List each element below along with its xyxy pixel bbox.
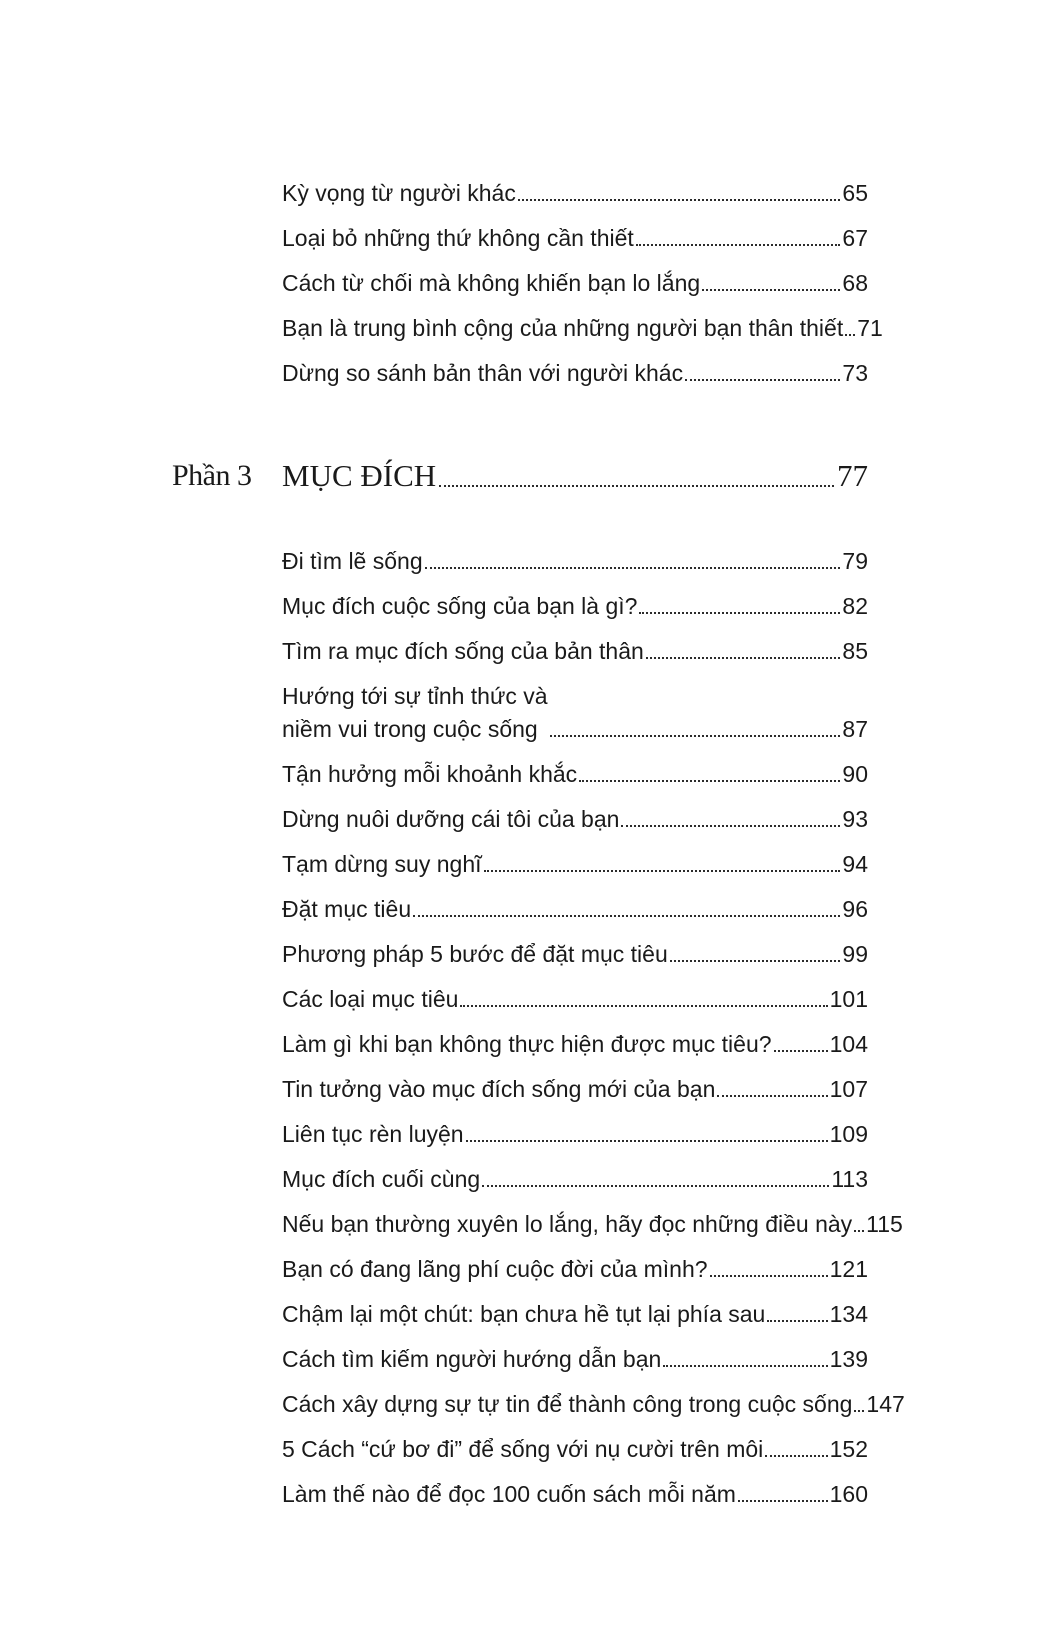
toc-entry-title: Mục đích cuộc sống của bạn là gì? bbox=[282, 593, 638, 619]
toc-entry-page: 71 bbox=[857, 315, 883, 341]
toc-entry bbox=[282, 591, 868, 621]
toc-entry-page: 115 bbox=[866, 1211, 903, 1237]
dot-leader bbox=[550, 735, 841, 737]
part-page-number: 77 bbox=[837, 458, 868, 493]
toc-entry-page: 87 bbox=[842, 716, 868, 742]
toc-entry-title: Mục đích cuối cùng bbox=[282, 1166, 481, 1192]
dot-leader bbox=[738, 1500, 828, 1502]
toc-entry bbox=[282, 1344, 868, 1374]
dot-leader bbox=[425, 567, 841, 569]
toc-entry-title: Tạm dừng suy nghĩ bbox=[282, 851, 482, 877]
dot-leader bbox=[717, 1095, 827, 1097]
toc-entry-page: 90 bbox=[842, 761, 868, 787]
toc-entry bbox=[282, 1389, 905, 1419]
dot-leader bbox=[439, 485, 834, 487]
toc-entry bbox=[282, 223, 868, 253]
toc-entry-title: Nếu bạn thường xuyên lo lắng, hãy đọc những điều này bbox=[282, 1211, 853, 1237]
toc-entry bbox=[282, 1434, 868, 1464]
toc-entry-title-line: niềm vui trong cuộc sống bbox=[282, 716, 538, 742]
toc-entry bbox=[282, 1119, 868, 1149]
toc-entry-title: Bạn có đang lãng phí cuộc đời của mình? bbox=[282, 1256, 708, 1282]
dot-leader bbox=[710, 1275, 828, 1277]
toc-entry bbox=[282, 313, 883, 343]
toc-entry-title: Cách từ chối mà không khiến bạn lo lắng bbox=[282, 270, 701, 296]
toc-entry-page: 134 bbox=[829, 1301, 868, 1327]
dot-leader bbox=[702, 289, 840, 291]
toc-entry-page: 139 bbox=[829, 1346, 868, 1372]
dot-leader bbox=[621, 825, 840, 827]
toc-entry bbox=[282, 984, 868, 1014]
toc-entry bbox=[282, 636, 868, 666]
toc-entry bbox=[282, 1209, 903, 1239]
toc-entry bbox=[282, 759, 868, 789]
toc-top-section bbox=[282, 178, 883, 403]
dot-leader bbox=[854, 1410, 864, 1412]
toc-entry-page: 85 bbox=[842, 638, 868, 664]
toc-entry-page: 109 bbox=[829, 1121, 868, 1147]
toc-entry-title: Cách xây dựng sự tự tin để thành công trong cuộc sống bbox=[282, 1391, 853, 1417]
dot-leader bbox=[466, 1140, 828, 1142]
toc-entry-page: 67 bbox=[842, 225, 868, 251]
toc-entry-page: 107 bbox=[829, 1076, 868, 1102]
dot-leader bbox=[482, 1185, 829, 1187]
dot-leader bbox=[845, 334, 855, 336]
toc-entry bbox=[282, 1029, 868, 1059]
toc-entry-page: 99 bbox=[842, 941, 868, 967]
toc-entry-page: 101 bbox=[829, 986, 868, 1012]
toc-entry-title: Chậm lại một chút: bạn chưa hề tụt lại phía sau bbox=[282, 1301, 766, 1327]
toc-entry-page: 96 bbox=[842, 896, 868, 922]
dot-leader bbox=[774, 1050, 828, 1052]
toc-entry-title: Cách tìm kiếm người hướng dẫn bạn bbox=[282, 1346, 662, 1372]
dot-leader bbox=[636, 244, 841, 246]
dot-leader bbox=[663, 1365, 827, 1367]
toc-entry bbox=[282, 178, 868, 208]
toc-entry bbox=[282, 1299, 868, 1329]
toc-entry-page: 68 bbox=[842, 270, 868, 296]
toc-entry-page: 147 bbox=[866, 1391, 905, 1417]
toc-entry bbox=[282, 1254, 868, 1284]
dot-leader bbox=[646, 657, 841, 659]
toc-entry-title: 5 Cách “cứ bơ đi” để sống với nụ cười trên môi bbox=[282, 1436, 764, 1462]
toc-entry-title: Đi tìm lẽ sống bbox=[282, 548, 423, 574]
toc-entry bbox=[282, 681, 868, 744]
toc-entry-title: Đặt mục tiêu bbox=[282, 896, 412, 922]
dot-leader bbox=[460, 1005, 827, 1007]
part-label: Phần 3 bbox=[172, 459, 252, 492]
toc-entry bbox=[282, 1164, 868, 1194]
part-title: MỤC ĐÍCH bbox=[282, 458, 437, 493]
toc-entry-page: 94 bbox=[842, 851, 868, 877]
toc-entry bbox=[282, 546, 868, 576]
dot-leader bbox=[670, 960, 841, 962]
toc-entry-page: 121 bbox=[829, 1256, 868, 1282]
dot-leader bbox=[685, 379, 840, 381]
toc-entry bbox=[282, 1479, 868, 1509]
toc-entry-page: 65 bbox=[842, 180, 868, 206]
toc-entry-title bbox=[282, 681, 548, 744]
toc-entry bbox=[282, 268, 868, 298]
toc-entry-page: 79 bbox=[842, 548, 868, 574]
toc-entry-page: 104 bbox=[829, 1031, 868, 1057]
toc-entry bbox=[282, 849, 868, 879]
toc-entry-title: Liên tục rèn luyện bbox=[282, 1121, 464, 1147]
toc-entry-title: Các loại mục tiêu bbox=[282, 986, 459, 1012]
toc-entry-title: Phương pháp 5 bước để đặt mục tiêu bbox=[282, 941, 668, 967]
toc-entry-title: Làm thế nào để đọc 100 cuốn sách mỗi năm bbox=[282, 1481, 736, 1507]
dot-leader bbox=[767, 1320, 827, 1322]
toc-entry-title: Làm gì khi bạn không thực hiện được mục tiêu? bbox=[282, 1031, 772, 1057]
toc-entry-page: 152 bbox=[829, 1436, 868, 1462]
toc-entry-page: 82 bbox=[842, 593, 868, 619]
toc-entry bbox=[282, 1074, 868, 1104]
toc-part3-section bbox=[282, 546, 905, 1524]
dot-leader bbox=[854, 1230, 864, 1232]
toc-entry-title: Tin tưởng vào mục đích sống mới của bạn bbox=[282, 1076, 716, 1102]
toc-entry-page: 93 bbox=[842, 806, 868, 832]
toc-entry-title: Kỳ vọng từ người khác bbox=[282, 180, 516, 206]
dot-leader bbox=[639, 612, 840, 614]
dot-leader bbox=[413, 915, 840, 917]
toc-entry-title: Loại bỏ những thứ không cần thiết bbox=[282, 225, 634, 251]
toc-entry bbox=[282, 939, 868, 969]
dot-leader bbox=[484, 870, 841, 872]
toc-entry bbox=[282, 894, 868, 924]
toc-entry-page: 73 bbox=[842, 360, 868, 386]
dot-leader bbox=[765, 1455, 827, 1457]
part-heading bbox=[172, 450, 868, 496]
toc-entry-title: Dừng so sánh bản thân với người khác bbox=[282, 360, 684, 386]
toc-entry-title: Tận hưởng mỗi khoảnh khắc bbox=[282, 761, 578, 787]
toc-entry bbox=[282, 804, 868, 834]
toc-entry-page: 113 bbox=[831, 1166, 868, 1192]
toc-entry bbox=[282, 358, 868, 388]
toc-entry-page: 160 bbox=[829, 1481, 868, 1507]
toc-entry-title-line: Hướng tới sự tỉnh thức và bbox=[282, 683, 548, 709]
dot-leader bbox=[579, 780, 840, 782]
toc-entry-title: Bạn là trung bình cộng của những người bạn thân thiết bbox=[282, 315, 844, 341]
toc-entry-title: Tìm ra mục đích sống của bản thân bbox=[282, 638, 644, 664]
dot-leader bbox=[518, 199, 841, 201]
toc-entry-title: Dừng nuôi dưỡng cái tôi của bạn bbox=[282, 806, 620, 832]
